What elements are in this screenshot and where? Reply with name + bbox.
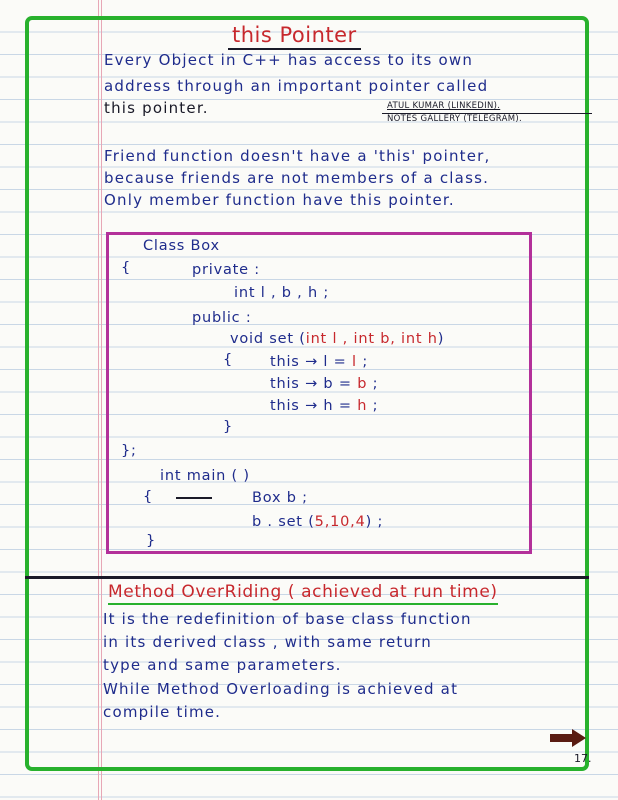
intro-line: this pointer.	[104, 99, 209, 117]
code-public: public :	[192, 310, 252, 326]
code-assign-l: this → l = l ;	[270, 354, 368, 370]
page-title: this Pointer	[228, 24, 361, 50]
code-object-decl: Box b ;	[252, 490, 308, 506]
code-members: int l , b , h ;	[234, 285, 330, 301]
code-assign-h: this → h = h ;	[270, 398, 379, 414]
code-class-decl: Class Box	[143, 238, 220, 254]
code-main-close: }	[146, 533, 157, 549]
section-divider	[25, 576, 589, 579]
friend-line: Friend function doesn't have a 'this' pointer,	[104, 147, 491, 165]
credit-linkedin: ATUL KUMAR (LINKEDIN).	[387, 101, 501, 111]
overriding-line: compile time.	[103, 703, 222, 721]
credit-rule	[382, 113, 592, 114]
code-set-signature: void set (int l , int b, int h)	[230, 331, 445, 347]
code-set-call: b . set (5,10,4) ;	[252, 514, 384, 530]
overriding-line: in its derived class , with same return	[103, 633, 432, 651]
code-main-signature: int main ( )	[160, 468, 250, 484]
code-set-close: }	[223, 419, 234, 435]
intro-line: Every Object in C++ has access to its own	[104, 51, 474, 69]
overriding-line: It is the redefinition of base class function	[103, 610, 472, 628]
code-class-close: };	[121, 443, 137, 459]
code-dash	[176, 497, 212, 499]
author-credits	[387, 100, 522, 126]
code-set-open: {	[223, 352, 234, 368]
credit-telegram: NOTES GALLERY (TELEGRAM).	[387, 114, 523, 124]
code-assign-b: this → b = b ;	[270, 376, 379, 392]
overriding-line: type and same parameters.	[103, 656, 342, 674]
intro-line: address through an important pointer called	[104, 77, 489, 95]
friend-line: because friends are not members of a class.	[104, 169, 490, 187]
overriding-heading: Method OverRiding ( achieved at run time)	[108, 582, 498, 605]
code-private: private :	[192, 262, 260, 278]
code-box	[106, 232, 532, 554]
friend-line: Only member function have this pointer.	[104, 191, 455, 209]
overriding-line: While Method Overloading is achieved at	[103, 680, 459, 698]
code-main-open: {	[143, 489, 154, 505]
right-arrow-icon[interactable]	[548, 727, 588, 749]
page-number: 17.	[574, 752, 592, 765]
code-open-brace: {	[121, 260, 132, 276]
